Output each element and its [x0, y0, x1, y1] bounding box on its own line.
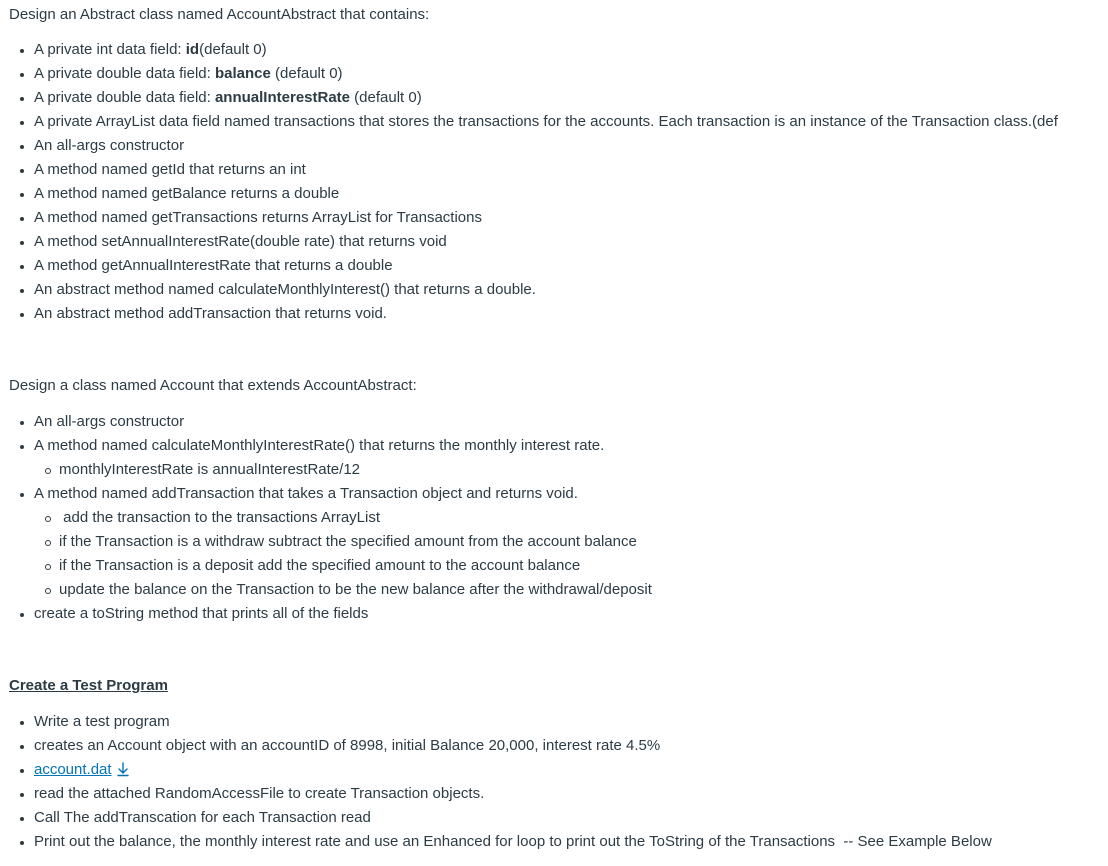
- list-item: create a toString method that prints all of the fields: [0, 602, 1108, 626]
- list-item: Write a test program: [0, 710, 1108, 734]
- sub-list-item: update the balance on the Transaction to be the new balance after the withdrawal/deposit: [0, 578, 1108, 602]
- section1-intro: Design an Abstract class named AccountAbstract that contains:: [9, 6, 430, 23]
- section2-list: [0, 410, 1108, 458]
- list-item: A method named addTransaction that takes a Transaction object and returns void.: [0, 482, 1108, 506]
- section2-sublist-2: [0, 506, 1108, 602]
- list-item: An all-args constructor: [0, 410, 1108, 434]
- list-item: creates an Account object with an accountID of 8998, initial Balance 20,000, interest rate 4.5%: [0, 734, 1108, 758]
- list-item: A method named getId that returns an int: [0, 158, 1108, 182]
- list-item: A method getAnnualInterestRate that returns a double: [0, 254, 1108, 278]
- list-item: A method named calculateMonthlyInterestRate() that returns the monthly interest rate.: [0, 434, 1108, 458]
- section2-list-cont: [0, 482, 1108, 506]
- test-program-heading: Create a Test Program: [9, 677, 168, 694]
- list-item: A method named getBalance returns a double: [0, 182, 1108, 206]
- list-item: A method setAnnualInterestRate(double rate) that returns void: [0, 230, 1108, 254]
- sub-list-item: if the Transaction is a withdraw subtract the specified amount from the account balance: [0, 530, 1108, 554]
- sub-list-item: if the Transaction is a deposit add the specified amount to the account balance: [0, 554, 1108, 578]
- list-item: A method named getTransactions returns ArrayList for Transactions: [0, 206, 1108, 230]
- section2-list-end: [0, 602, 1108, 626]
- section2-intro: Design a class named Account that extends AccountAbstract:: [9, 377, 417, 394]
- list-item: [0, 758, 1108, 782]
- list-item: Call The addTranscation for each Transaction read: [0, 806, 1108, 830]
- list-item: A private int data field: id(default 0): [0, 38, 1108, 62]
- download-arrow-icon[interactable]: [115, 761, 131, 777]
- list-item: A private double data field: annualInterestRate (default 0): [0, 86, 1108, 110]
- sub-list-item: add the transaction to the transactions ArrayList: [0, 506, 1108, 530]
- list-item: An abstract method addTransaction that returns void.: [0, 302, 1108, 326]
- sub-list-item: monthlyInterestRate is annualInterestRate/12: [0, 458, 1108, 482]
- section1-list: [0, 38, 1108, 326]
- section2-sublist-1: [0, 458, 1108, 482]
- account-dat-link[interactable]: account.dat: [34, 761, 112, 778]
- list-item: Print out the balance, the monthly interest rate and use an Enhanced for loop to print out the ToString of the Transactions -- See Example Below: [0, 830, 1108, 854]
- list-item: An abstract method named calculateMonthlyInterest() that returns a double.: [0, 278, 1108, 302]
- section3-list: [0, 710, 1108, 854]
- list-item: A private double data field: balance (default 0): [0, 62, 1108, 86]
- list-item: An all-args constructor: [0, 134, 1108, 158]
- list-item: read the attached RandomAccessFile to create Transaction objects.: [0, 782, 1108, 806]
- list-item: A private ArrayList data field named transactions that stores the transactions for the accounts. Each transaction is an instance of the Transaction class.(def: [0, 110, 1108, 134]
